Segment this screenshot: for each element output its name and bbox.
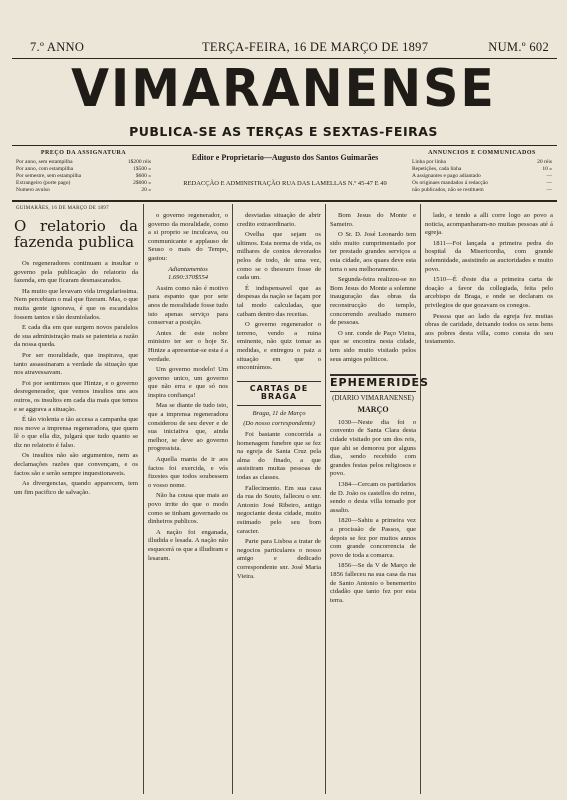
news-paragraph: O snr. conde de Paço Vieira, que se encontra nesta cidade, tem sido muito visitado pelos seus amigos politicos. (330, 329, 416, 363)
article-paragraph: A nação foi enganada, illudida e lesada. A nação não esquecerá os que a illudiram e lesaram. (148, 528, 228, 562)
ephemerides-subtitle: (DIARIO VIMARANENSE) (332, 393, 414, 402)
article-paragraph: Ha muito que levavam vida irregularissima. Nem percebiam o mal que fizeram. Mas, o que muita gente ignorava, é que os escandalos fossem tantos e tão desmiolados. (14, 287, 138, 321)
ephemerides-entry: 1384—Cercam os partidarios de D. João os castellos do reino, sendo o desta villa tomado por assalto. (330, 481, 416, 514)
news-paragraph: O Sr. D. José Leonardo tem sido muito cumprimentado por ter prestado grandes serviços a esta cidade, aos quaes deve esta terra o seu melhoramento. (330, 231, 416, 273)
ephemerides-entry: 1820—Sahiu a primeira vez a procissão de Passos, que depois se fez por muitos annos com grande concorrencia de povo de toda a comarca. (330, 517, 416, 559)
article-figure: Adiantamentos 1.690:370$554 (167, 265, 209, 282)
ads-row: Os originaes mandados á redacção — (412, 180, 552, 186)
editor-info (170, 153, 400, 189)
article-paragraph: desviadas situação de abrir credito extraordinario. (237, 212, 321, 228)
header-topline (12, 40, 557, 56)
editor-line: Editor e Proprietario—Augusto dos Santos Guimarães (191, 153, 379, 162)
article-paragraph: Os insultos não são argumentos, nem as declamações razões que convençam, e os factos são e serão sempre inquestionaveis. (14, 452, 138, 477)
masthead-bottom-rule (12, 200, 557, 202)
cartas-paragraph: Fallecimento. Em sua casa da rua do Souto, falleceu o snr. Antonio José Ribeiro, antigo negociante desta cidade, muito estimado pelo seu bom caracter. (237, 484, 321, 535)
article-column-2 (148, 212, 228, 565)
article-paragraph: E cada dia em que surgem novos paralelos de sua administração mais se patenteia a razão da nossa queda. (14, 324, 138, 349)
ads-box (412, 150, 552, 194)
issue-date: TERÇA-FEIRA, 16 DE MARÇO DE 1897 (202, 40, 429, 54)
subscription-heading: PREÇO DA ASSIGNATURA (40, 150, 127, 156)
header-rule-bottom (12, 145, 557, 146)
ephemerides-month: MARÇO (357, 405, 389, 415)
column-5 (425, 212, 553, 349)
column-divider (143, 204, 144, 794)
cartas-paragraph: Parte para Lisboa a tratar de negocios particulares o nosso amigo e dedicado correspondente snr. José Maria Vieira. (237, 538, 321, 580)
news-paragraph: Bom Jesus do Monte e Sameiro. (330, 212, 416, 228)
article-column-3 (237, 212, 321, 583)
article-paragraph: As divergencias, quando apparecem, tem um fim pacifico de salvação. (14, 480, 138, 496)
article-paragraph: É indispensavel que as despesas da nação se façam por tal modo calculadas, que caibam dentro das receitas. (237, 284, 321, 318)
dateline: GUIMARÃES, 16 DE MARÇO DE 1897 (16, 206, 109, 211)
article-paragraph: o governo regenerador, o governo da moralidade, como a si proprio se inculcava, ou communicante e applauso de Seuso o mais do Tempo, gastou: (148, 212, 228, 262)
redaction-address: REDACÇÃO E ADMINISTRAÇÃO RUA DAS LAMELLAS N.º 45-47 E 49 (183, 180, 387, 187)
ephemerides-heading: EPHEMERIDES (330, 374, 416, 392)
subscription-row: Por anno, com estampilha 1$500 » (16, 166, 151, 172)
news-paragraph: Segunda-feira realizou-se no Bom Jesus do Monte a solemne inauguração das obras da reconstrucção do templo, concorrendo avultado numero de pessoas. (330, 276, 416, 327)
article-paragraph: Foi por sentirmos que Hintze, e o governo desregenerador, que vemos insultos uns aos outros, os insultos em cada dia mais que temos e se aggrava a situação. (14, 379, 138, 413)
masthead-subtitle: PUBLICA-SE AS TERÇAS E SEXTAS-FEIRAS (129, 124, 438, 139)
article-headline: O relatorio da fazenda publica (14, 217, 138, 251)
ephemerides-entry: lado, e tendo a alli corre logo ao povo a noticia, acompanharam-no muitas pessoas até á egreja. (425, 212, 553, 237)
article-paragraph: Os regeneradores continuam a insultar o governo pela publicação do relatorio da fazenda, em que ficaram desmascarados. (14, 260, 138, 285)
article-paragraph: Assim como não é motivo para espanto que por sete anos de moralidade fosse tudo isto apenas serviço para conservar a posição. (148, 284, 228, 327)
ads-row: Linha por linha 20 réis (412, 159, 552, 165)
cartas-correspondent: (Do nosso correspondente) (243, 420, 315, 428)
article-paragraph: É tão violenta e tão accesa a campanha que nos move a imprensa regeneradora, que quem lê o que ella diz, julgará que tudo quanto se diz no relatorio é falso. (14, 416, 138, 449)
ads-row: Repetições, cada linha 10 » (412, 166, 552, 172)
subscription-row: Por semestre, sem estampilha $600 » (16, 173, 151, 179)
ads-row: não publicados, não se restituem — (412, 187, 552, 193)
ephemerides-entry: 1030—Neste dia foi o convento de Santa Clara desta cidade visitado por um dos reis, que ahi se demorou por alguns dias, sendo recebido com grandes festas pelos religiosos e povo. (330, 418, 416, 478)
article-paragraph: O governo regenerador o terreno, vendo a ruina eminente, não quiz tomar as medidas, e entregou o paiz a situação em que o encontrámos. (237, 321, 321, 372)
subscription-row: Numero avulso 20 » (16, 187, 151, 193)
subscription-row: Por anno, sem estampilha 1$200 réis (16, 159, 151, 165)
article-column-1 (14, 212, 138, 499)
article-paragraph: Aquella mania de ir aos factos foi exercida, e vós fizestes que todos soubessem o vosso nome. (148, 456, 228, 489)
cartas-paragraph: Foi bastante concorrida a homenagem funebre que se fez na egreja de Santa Cruz pela alma do finado, a que assistiram muitas pessoas de todas as classes. (237, 431, 321, 482)
ephemerides-entry: Pessoa que ao lado da egreja fez muitas obras de caridade, deixando todos os seus bens aos pobres desta villa, como consta do seu testamento. (425, 312, 553, 346)
article-paragraph: Não ha cousa que mais ao povo irrite do que o modo como se tinham governado os dinheiros publicos. (148, 492, 228, 526)
subscription-row: Extrangeiro (porte pago) 2$000 » (16, 180, 151, 186)
subscription-box (16, 150, 151, 194)
ephemerides-entry: 1510—É d'este dia a primeira carta de doação a favor da collegiada, feita pelo arcebispo de Braga, e onde se declaram os privilegios de que gozavam os conegos. (425, 276, 553, 309)
column-divider (325, 204, 326, 794)
cartas-date: Braga, 11 de Março (252, 409, 306, 417)
article-paragraph: Mas se diante de tudo isto, que a imprensa regeneradora considerou de seu dever e de sua iniciativa que, ainda melhor, se deve ao governo progressista. (148, 402, 228, 453)
column-divider (232, 204, 233, 794)
year-label: 7.º ANNO (30, 40, 85, 54)
article-paragraph: Um governo modelo! Um governo unico, um governo que não erra e que só nos inspira confiança! (148, 366, 228, 399)
ads-heading: ANNUNCIOS E COMMUNICADOS (428, 150, 536, 156)
ephemerides-entry: 1811—Foi lançada a primeira pedra do hospital da Misericordia, com grande solemnidade, assistindo as auctoridades e muito povo. (425, 239, 553, 273)
column-divider (420, 204, 421, 794)
column-4 (330, 212, 429, 607)
ads-row: A assignantes e pago adiantado — (412, 173, 552, 179)
cartas-heading: CARTAS DE BRAGA (237, 381, 321, 406)
ephemerides-entry: 1856—Se da V de Março de 1856 falleceu na sua casa da rua de Santo Antonio o benemerito cidadão que tanto fez por esta terra. (330, 562, 416, 604)
issue-number: NUM.º 602 (488, 40, 549, 54)
article-paragraph: Antes de este nobre ministro ter ser o hoje Sr. Hintze a apresentar-se esta é a verdade. (148, 329, 228, 363)
article-paragraph: Por ser moralidade, que inspirava, que tanto assassinaram a verdade da situação que nos atravessavam. (14, 351, 138, 377)
masthead-title: VIMARANENSE (71, 58, 496, 119)
article-paragraph: Ovelha que sejam os ultimos. Esta norma de vida, os milhares de contos devorados pelos de todo, de uma vez, como se o thesouro fosse de cada um. (237, 231, 321, 282)
